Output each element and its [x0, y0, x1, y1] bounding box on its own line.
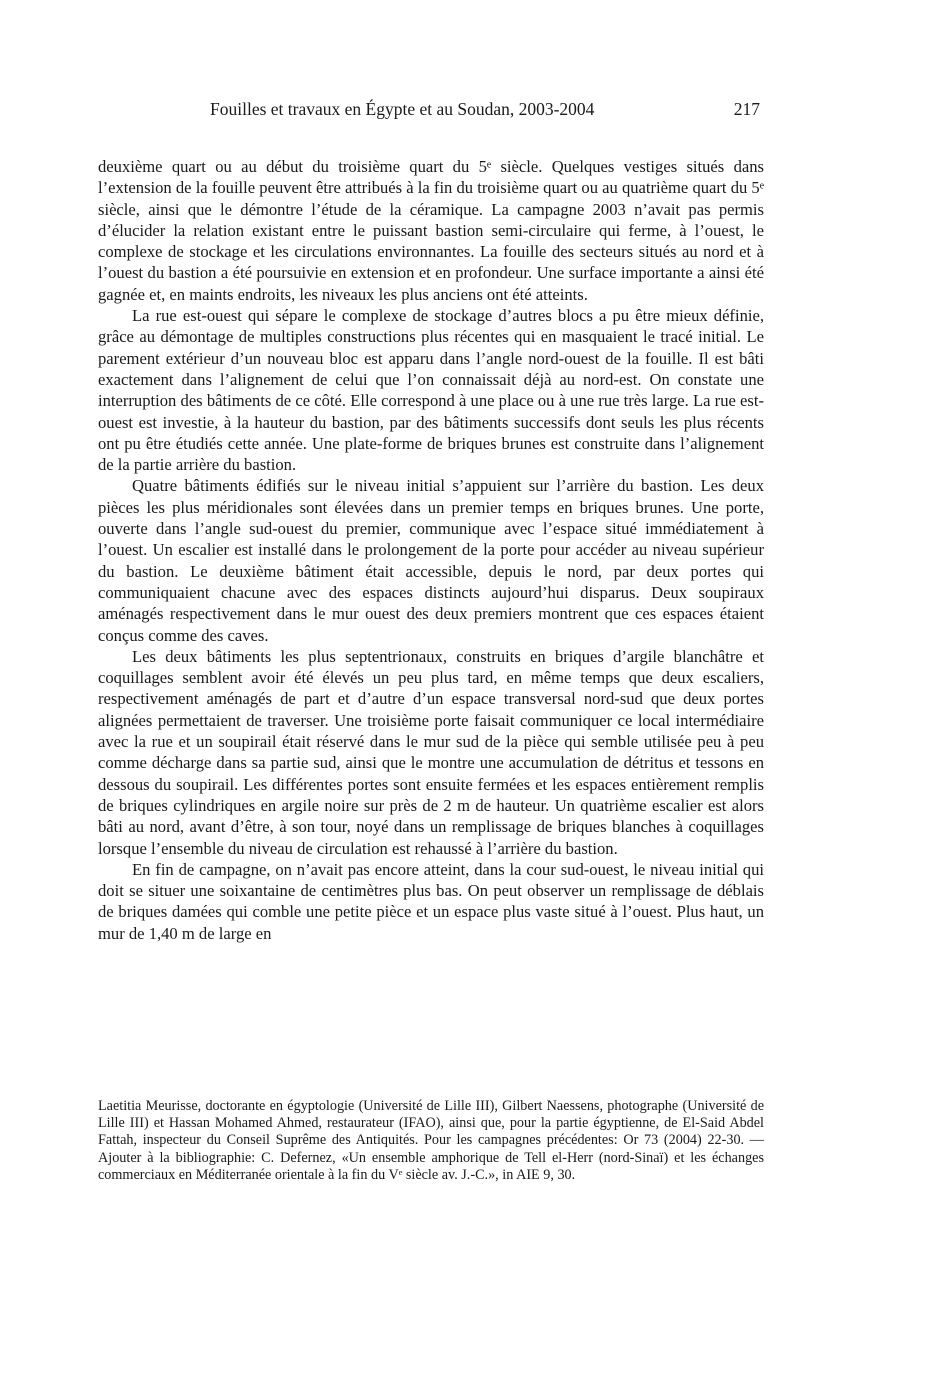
running-title: Fouilles et travaux en Égypte et au Soudan, 2003-2004 [210, 99, 595, 119]
footnote-text: Laetitia Meurisse, doctorante en égyptologie (Université de Lille III), Gilbert Naessens, photographe (Université de Lille III) et Hassan Mohamed Ahmed, restaurateur (IFAO), ainsi que, pour la partie égyptienne, de El-Said Abdel Fattah, inspecteur du Conseil Suprême des Antiquités. Pour les campagnes précédentes: Or 73 (2004) 22-30. — Ajouter à la bibliographie: C. Defernez, «Un ensemble amphorique de Tell el-Herr (nord-Sinaï) et les échanges commerciaux en Méditerranée orientale à la fin du Vᵉ siècle av. J.-C.», in AIE 9, 30. [98, 1098, 764, 1183]
body-text [98, 156, 764, 944]
page-number: 217 [733, 99, 760, 119]
paragraph: La rue est-ouest qui sépare le complexe de stockage d’autres blocs a pu être mieux définie, grâce au démontage de multiples constructions plus récentes qui en masquaient le tracé initial. Le parement extérieur d’un nouveau bloc est apparu dans l’angle nord-ouest de la fouille. Il est bâti exactement dans l’alignement de celui que l’on connaissait déjà au nord-est. On constate une interruption des bâtiments de ce côté. Elle correspond à une place ou à une rue très large. La rue est-ouest est investie, à la hauteur du bastion, par des bâtiments successifs dont seuls les plus récents ont pu être étudiés cette année. Une plate-forme de briques brunes est construite dans l’alignement de la partie arrière du bastion. [98, 306, 764, 475]
paragraph: deuxième quart ou au début du troisième quart du 5ᵉ siècle. Quelques vestiges situés dans l’extension de la fouille peuvent être attribués à la fin du troisième quart ou au quatrième quart du 5ᵉ siècle, ainsi que le démontre l’étude de la céramique. La campagne 2003 n’avait pas permis d’élucider la relation existant entre le puissant bastion semi-circulaire qui ferme, à l’ouest, le complexe de stockage et les circulations environnantes. La fouille des secteurs situés au nord et à l’ouest du bastion a été poursuivie en extension et en profondeur. Une surface importante a ainsi été gagnée et, en maints endroits, les niveaux les plus anciens ont été atteints. [98, 157, 764, 304]
document-page [98, 96, 764, 944]
paragraph: Quatre bâtiments édifiés sur le niveau initial s’appuient sur l’arrière du bastion. Les deux pièces les plus méridionales sont élevées dans un premier temps en briques brunes. Une porte, ouverte dans l’angle sud-ouest du premier, communique avec l’espace situé immédiatement à l’ouest. Un escalier est installé dans le prolongement de la porte pour accéder au niveau supérieur du bastion. Le deuxième bâtiment était accessible, depuis le nord, par deux portes qui communiquaient chacune avec des espaces distincts aujourd’hui disparus. Deux soupiraux aménagés respectivement dans le mur ouest des deux premiers montrent que ces espaces étaient conçus comme des caves. [98, 476, 764, 645]
footnote [98, 1098, 764, 1184]
running-head [98, 96, 764, 122]
paragraph: Les deux bâtiments les plus septentrionaux, construits en briques d’argile blanchâtre et coquillages semblent avoir été élevés un peu plus tard, en même temps que deux escaliers, respectivement aménagés de part et d’autre d’un espace transversal nord-sud que deux portes alignées permettaient de traverser. Une troisième porte faisait communiquer ce local intermédiaire avec la rue et un soupirail était réservé dans le mur sud de la pièce qui semble utilisée peu à peu comme décharge dans sa partie sud, ainsi que le montre une accumulation de détritus et tessons en dessous du soupirail. Les différentes portes sont ensuite fermées et les espaces entièrement remplis de briques cylindriques en argile noire sur près de 2 m de hauteur. Un quatrième escalier est alors bâti au nord, avant d’être, à son tour, noyé dans un remplissage de briques blanches à coquillages lorsque l’ensemble du niveau de circulation est rehaussé à l’arrière du bastion. [98, 646, 764, 858]
paragraph: En fin de campagne, on n’avait pas encore atteint, dans la cour sud-ouest, le niveau initial qui doit se situer une soixantaine de centimètres plus bas. On peut observer un remplissage de déblais de briques damées qui comble une petite pièce et un espace plus vaste situé à l’ouest. Plus haut, un mur de 1,40 m de large en [98, 859, 764, 943]
